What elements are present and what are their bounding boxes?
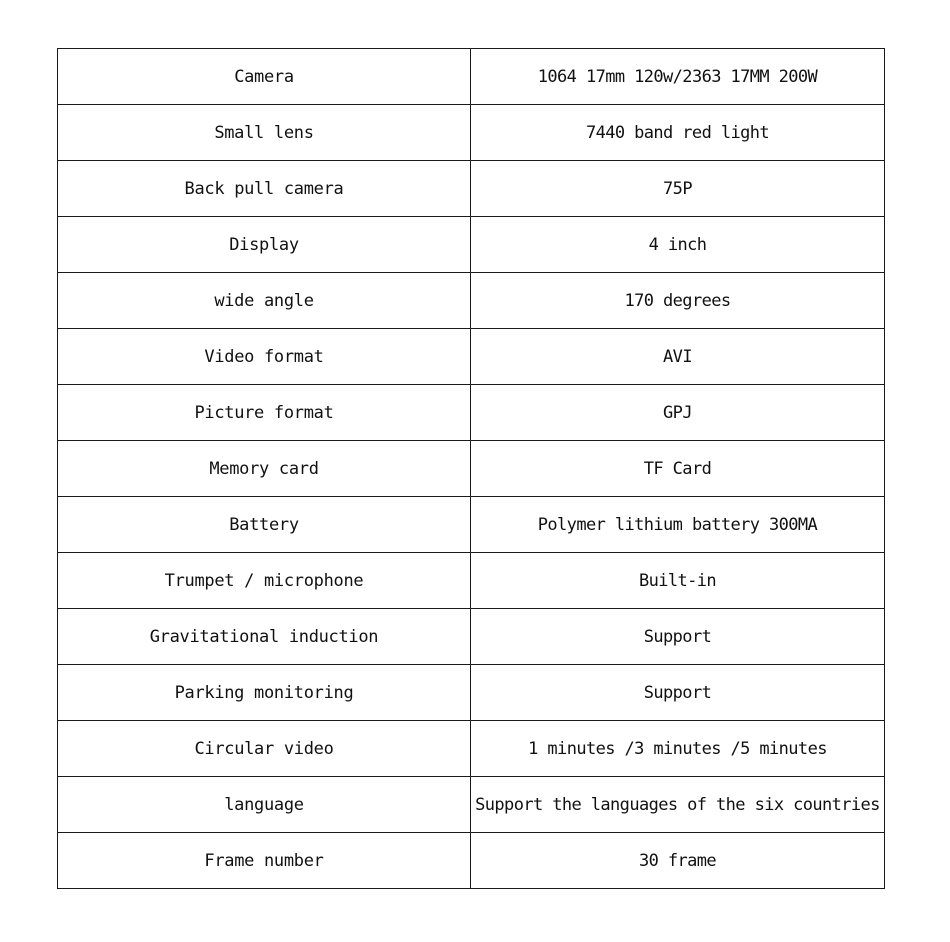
spec-label: Picture format <box>58 385 471 441</box>
table-row <box>58 553 885 609</box>
spec-value: TF Card <box>471 441 885 497</box>
spec-value: 1 minutes /3 minutes /5 minutes <box>471 721 885 777</box>
spec-value: 170 degrees <box>471 273 885 329</box>
spec-value: Support <box>471 665 885 721</box>
spec-value: AVI <box>471 329 885 385</box>
table-row <box>58 273 885 329</box>
spec-value: Built-in <box>471 553 885 609</box>
table-row <box>58 665 885 721</box>
spec-label: Frame number <box>58 833 471 889</box>
spec-label: Battery <box>58 497 471 553</box>
spec-value: 75P <box>471 161 885 217</box>
spec-value: 4 inch <box>471 217 885 273</box>
spec-label: Camera <box>58 49 471 105</box>
spec-label: language <box>58 777 471 833</box>
spec-label: Display <box>58 217 471 273</box>
spec-label: Small lens <box>58 105 471 161</box>
spec-value: 1064 17mm 120w/2363 17MM 200W <box>471 49 885 105</box>
spec-label: Trumpet / microphone <box>58 553 471 609</box>
spec-label: Gravitational induction <box>58 609 471 665</box>
spec-value: Polymer lithium battery 300MA <box>471 497 885 553</box>
spec-value: 7440 band red light <box>471 105 885 161</box>
table-row <box>58 721 885 777</box>
table-row <box>58 441 885 497</box>
table-row <box>58 217 885 273</box>
table-row <box>58 329 885 385</box>
table-row <box>58 105 885 161</box>
table-row <box>58 49 885 105</box>
table-row <box>58 609 885 665</box>
spec-value: Support <box>471 609 885 665</box>
spec-label: Memory card <box>58 441 471 497</box>
spec-label: Video format <box>58 329 471 385</box>
spec-label: Parking monitoring <box>58 665 471 721</box>
table-row <box>58 497 885 553</box>
spec-value: GPJ <box>471 385 885 441</box>
spec-value: 30 frame <box>471 833 885 889</box>
table-row <box>58 161 885 217</box>
spec-value: Support the languages of the six countries <box>471 777 885 833</box>
spec-label: Back pull camera <box>58 161 471 217</box>
spec-label: wide angle <box>58 273 471 329</box>
table-row <box>58 385 885 441</box>
spec-label: Circular video <box>58 721 471 777</box>
table-row <box>58 833 885 889</box>
table-row <box>58 777 885 833</box>
spec-table <box>57 48 885 889</box>
